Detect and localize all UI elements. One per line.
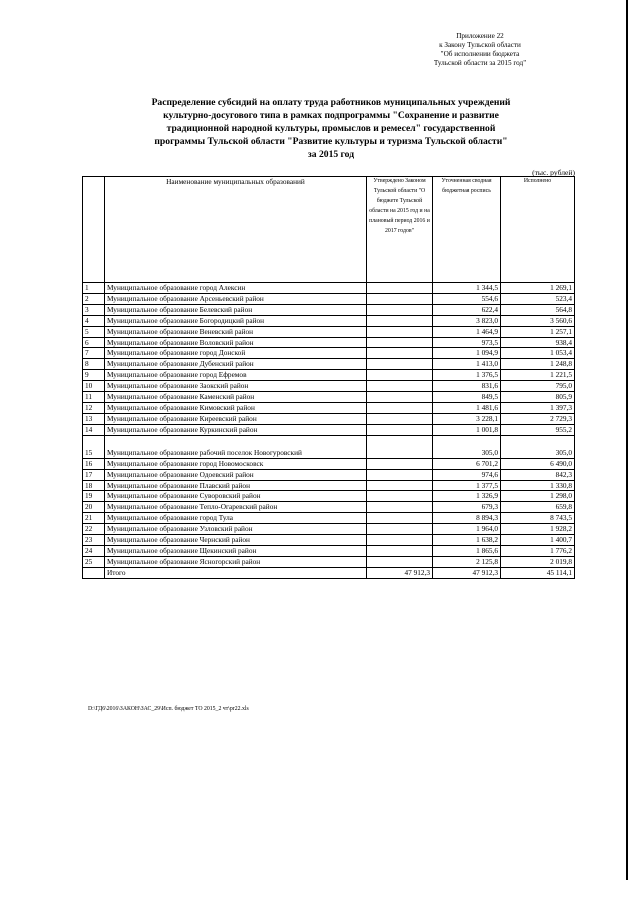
row-executed: 8 743,5: [501, 513, 575, 524]
row-refined: 1 326,9: [433, 491, 501, 502]
row-approved: [367, 524, 433, 535]
row-executed: 305,0: [501, 435, 575, 458]
total-label: Итого: [105, 567, 367, 578]
table-row: [83, 413, 575, 424]
row-number: 14: [83, 424, 105, 435]
row-refined: 1 464,9: [433, 326, 501, 337]
row-approved: [367, 469, 433, 480]
row-name: Муниципальное образование Белевский район: [105, 304, 367, 315]
row-approved: [367, 480, 433, 491]
row-refined: 1 376,5: [433, 370, 501, 381]
row-number: 23: [83, 535, 105, 546]
row-name: Муниципальное образование Щекинский район: [105, 545, 367, 556]
row-approved: [367, 348, 433, 359]
row-name: Муниципальное образование Кимовский район: [105, 402, 367, 413]
row-number: 12: [83, 402, 105, 413]
title-line: программы Тульской области "Развитие культуры и туризма Тульской области": [154, 136, 508, 147]
row-name: Муниципальное образование город Тула: [105, 513, 367, 524]
title-line: за 2015 год: [307, 149, 355, 160]
row-approved: [367, 359, 433, 370]
row-executed: 1 053,4: [501, 348, 575, 359]
table-row: [83, 348, 575, 359]
row-approved: [367, 435, 433, 458]
file-path-footer: D:\ГД6\2016\ЗАКОН\ЗАС_29\Исп. бюджет ТО 2015_2 чт\pr22.xls: [88, 706, 249, 712]
row-number: 21: [83, 513, 105, 524]
row-number: 17: [83, 469, 105, 480]
row-executed: 795,0: [501, 381, 575, 392]
row-refined: 679,3: [433, 502, 501, 513]
row-executed: 1 298,0: [501, 491, 575, 502]
row-refined: 849,5: [433, 392, 501, 403]
row-number: 25: [83, 556, 105, 567]
row-number: 8: [83, 359, 105, 370]
row-number: 20: [83, 502, 105, 513]
row-executed: 2 019,8: [501, 556, 575, 567]
table-body: [83, 283, 575, 579]
row-number: 19: [83, 491, 105, 502]
table-row: [83, 359, 575, 370]
row-refined: 831,6: [433, 381, 501, 392]
row-name: Муниципальное образование Ясногорский район: [105, 556, 367, 567]
table-row: [83, 435, 575, 458]
row-name: Муниципальное образование Суворовский район: [105, 491, 367, 502]
row-executed: 938,4: [501, 337, 575, 348]
row-number: 10: [83, 381, 105, 392]
row-executed: 3 560,6: [501, 315, 575, 326]
row-approved: [367, 556, 433, 567]
table-row: [83, 315, 575, 326]
row-name: Муниципальное образование Киреевский район: [105, 413, 367, 424]
table-header-row: [83, 177, 575, 283]
row-number: 22: [83, 524, 105, 535]
row-name: Муниципальное образование Воловский район: [105, 337, 367, 348]
row-name: Муниципальное образование Богородицкий район: [105, 315, 367, 326]
table-row: [83, 524, 575, 535]
row-approved: [367, 513, 433, 524]
row-name: Муниципальное образование Тепло-Огаревский район: [105, 502, 367, 513]
row-executed: 1 257,1: [501, 326, 575, 337]
table-row: [83, 535, 575, 546]
total-row: [83, 567, 575, 578]
row-number: 11: [83, 392, 105, 403]
row-number: 4: [83, 315, 105, 326]
row-approved: [367, 502, 433, 513]
row-refined: 1 638,2: [433, 535, 501, 546]
appendix-header: [380, 32, 580, 68]
table-row: [83, 545, 575, 556]
row-refined: 3 228,1: [433, 413, 501, 424]
row-name: Муниципальное образование город Новомосковск: [105, 458, 367, 469]
row-name: Муниципальное образование Одоевский район: [105, 469, 367, 480]
appendix-line: к Закону Тульской области: [439, 41, 521, 49]
row-refined: 1 481,6: [433, 402, 501, 413]
row-number: 9: [83, 370, 105, 381]
table-row: [83, 392, 575, 403]
row-approved: [367, 381, 433, 392]
row-executed: 2 729,3: [501, 413, 575, 424]
row-number: 16: [83, 458, 105, 469]
row-refined: 974,6: [433, 469, 501, 480]
table-row: [83, 458, 575, 469]
row-name: Муниципальное образование Узловский район: [105, 524, 367, 535]
row-name: Муниципальное образование Арсеньевский район: [105, 293, 367, 304]
total-refined: 47 912,3: [433, 567, 501, 578]
row-approved: [367, 370, 433, 381]
row-refined: 1 377,5: [433, 480, 501, 491]
row-executed: 805,9: [501, 392, 575, 403]
row-number: 15: [83, 435, 105, 458]
table-row: [83, 556, 575, 567]
row-number: 2: [83, 293, 105, 304]
row-approved: [367, 535, 433, 546]
appendix-line: Тульской области за 2015 год": [433, 59, 527, 67]
row-number: 5: [83, 326, 105, 337]
row-approved: [367, 392, 433, 403]
row-executed: 523,4: [501, 293, 575, 304]
document-title: [88, 96, 574, 161]
row-approved: [367, 458, 433, 469]
row-executed: 564,8: [501, 304, 575, 315]
page-edge-line: [626, 0, 628, 880]
row-executed: 659,8: [501, 502, 575, 513]
appendix-line: "Об исполнении бюджета: [440, 50, 520, 58]
total-approved: 47 912,3: [367, 567, 433, 578]
table-row: [83, 283, 575, 294]
row-approved: [367, 283, 433, 294]
total-executed: 45 114,1: [501, 567, 575, 578]
subsidy-table: [82, 176, 575, 579]
header-number: [83, 177, 105, 283]
row-name: Муниципальное образование Веневский район: [105, 326, 367, 337]
row-number: 13: [83, 413, 105, 424]
row-refined: 3 823,0: [433, 315, 501, 326]
row-refined: 1 865,6: [433, 545, 501, 556]
row-number: 18: [83, 480, 105, 491]
header-name: Наименование муниципальных образований: [105, 177, 367, 283]
appendix-line: Приложение 22: [456, 32, 504, 40]
row-executed: 955,2: [501, 424, 575, 435]
row-name: Муниципальное образование Дубенский район: [105, 359, 367, 370]
row-executed: 1 330,8: [501, 480, 575, 491]
row-number: 3: [83, 304, 105, 315]
table-row: [83, 513, 575, 524]
header-executed: Исполнено: [501, 177, 575, 283]
row-approved: [367, 413, 433, 424]
table-row: [83, 402, 575, 413]
row-executed: 1 776,2: [501, 545, 575, 556]
row-name: Муниципальное образование Чернский район: [105, 535, 367, 546]
table-row: [83, 502, 575, 513]
row-executed: 1 928,2: [501, 524, 575, 535]
title-line: культурно-досугового типа в рамках подпрограммы "Сохранение и развитие: [163, 110, 499, 121]
row-approved: [367, 326, 433, 337]
row-approved: [367, 545, 433, 556]
total-number: [83, 567, 105, 578]
table-row: [83, 491, 575, 502]
table-row: [83, 337, 575, 348]
row-refined: 8 894,3: [433, 513, 501, 524]
table-row: [83, 326, 575, 337]
row-refined: 1 094,9: [433, 348, 501, 359]
row-refined: 554,6: [433, 293, 501, 304]
row-refined: 1 413,0: [433, 359, 501, 370]
row-number: 24: [83, 545, 105, 556]
row-refined: 973,5: [433, 337, 501, 348]
row-name: Муниципальное образование Куркинский район: [105, 424, 367, 435]
row-number: 1: [83, 283, 105, 294]
row-executed: 1 221,5: [501, 370, 575, 381]
row-approved: [367, 293, 433, 304]
row-refined: 1 344,5: [433, 283, 501, 294]
row-name: Муниципальное образование город Донской: [105, 348, 367, 359]
row-executed: 1 397,3: [501, 402, 575, 413]
row-refined: 305,0: [433, 435, 501, 458]
row-refined: 622,4: [433, 304, 501, 315]
header-refined: Уточненная сводная бюджетная роспись: [433, 177, 501, 283]
title-line: традиционной народной культуры, промыслов и ремесел" государственной: [166, 123, 496, 134]
row-name: Муниципальное образование Плавский район: [105, 480, 367, 491]
row-refined: 1 964,0: [433, 524, 501, 535]
table-row: [83, 424, 575, 435]
row-refined: 6 701,2: [433, 458, 501, 469]
row-approved: [367, 424, 433, 435]
row-name: Муниципальное образование город Ефремов: [105, 370, 367, 381]
table-row: [83, 381, 575, 392]
row-name: Муниципальное образование город Алексин: [105, 283, 367, 294]
row-number: 6: [83, 337, 105, 348]
row-executed: 6 490,0: [501, 458, 575, 469]
table-row: [83, 370, 575, 381]
row-name: Муниципальное образование рабочий поселок Новогуровский: [105, 435, 367, 458]
row-name: Муниципальное образование Каменский район: [105, 392, 367, 403]
row-executed: 842,3: [501, 469, 575, 480]
row-refined: 2 125,8: [433, 556, 501, 567]
row-executed: 1 269,1: [501, 283, 575, 294]
row-approved: [367, 491, 433, 502]
header-approved: Утверждено Законом Тульской области "О бюджете Тульской области на 2015 год и на плановый период 2016 и 2017 годов": [367, 177, 433, 283]
row-executed: 1 248,8: [501, 359, 575, 370]
row-approved: [367, 304, 433, 315]
row-refined: 1 001,8: [433, 424, 501, 435]
row-name: Муниципальное образование Заокский район: [105, 381, 367, 392]
row-approved: [367, 402, 433, 413]
table-row: [83, 469, 575, 480]
units-label: (тыс. рублей): [532, 168, 575, 177]
title-line: Распределение субсидий на оплату труда работников муниципальных учреждений: [151, 97, 511, 108]
row-approved: [367, 337, 433, 348]
row-number: 7: [83, 348, 105, 359]
table-row: [83, 480, 575, 491]
table-row: [83, 304, 575, 315]
row-approved: [367, 315, 433, 326]
row-executed: 1 400,7: [501, 535, 575, 546]
table-row: [83, 293, 575, 304]
